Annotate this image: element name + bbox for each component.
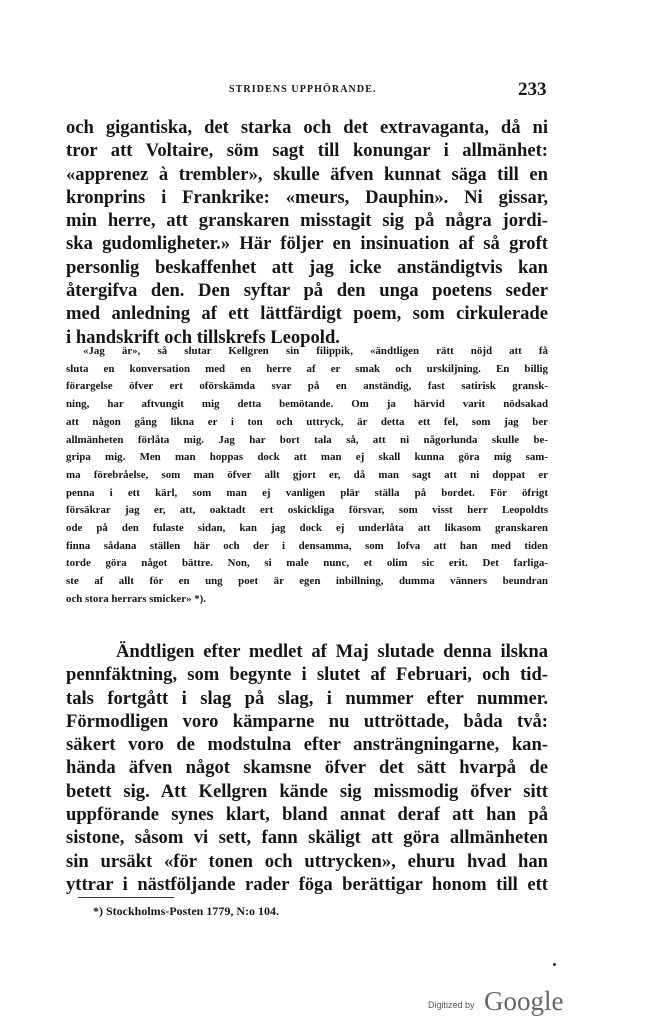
- footnote: *) Stockholms-Posten 1779, N:o 104.: [93, 904, 279, 918]
- text-line: i handskrift och tillskrefs Leopold.: [66, 326, 340, 348]
- quote-line: att någon gång likna er i ton och uttryck, är detta ett fel, som jag ber: [66, 415, 548, 428]
- quote-line: förargelse öfver ert oförskämda svar på en anständig, fast satirisk gransk-: [66, 380, 548, 393]
- quote-line: «Jag är», så slutar Kellgren sin filippik, «ändtligen rätt nöjd att få: [83, 345, 548, 357]
- text-line: med anledning af ett lättfärdigt poem, som cirkulerade: [66, 303, 548, 325]
- stray-mark: [553, 963, 556, 966]
- text-line: «apprenez à trembler», skulle äfven kunnat säga till en: [66, 163, 548, 185]
- quote-line: ste af allt för en ung poet är egen inbillning, dumma vänners beundran: [66, 575, 548, 588]
- text-line: sistone, såsom vi sett, fann skäligt att göra allmänheten: [66, 827, 548, 849]
- text-line: min herre, att granskaren misstagit sig på några jordi-: [66, 210, 548, 232]
- quote-line: gripa mig. Men man hoppas dock att man ej skall kunna göra mig sam-: [66, 451, 548, 464]
- quote-line: ma förebråelse, som man öfver allt gjort er, då man sagt att ni doppat er: [66, 468, 548, 481]
- text-line: pennfäktning, som begynte i slutet af Februari, och tid-: [66, 664, 548, 686]
- text-line: personlig beskaffenhet att jag icke anständigtvis kan: [66, 256, 548, 278]
- paragraph-2: [66, 640, 548, 896]
- text-line: Ändtligen efter medlet af Maj slutade denna ilskna: [116, 641, 548, 662]
- quote-line: försäkrar jag er, att, oaktadt ert oskickliga försvar, som visst herr Leopoldts: [66, 504, 548, 517]
- running-title: STRIDENS UPPHÖRANDE.: [229, 84, 377, 95]
- text-line: ska gudomligheter.» Här följer en insinuation af så groft: [66, 233, 548, 255]
- text-line: uppförande synes klart, bland annat deraf att han på: [66, 804, 548, 826]
- text-line: sin ursäkt «för tonen och uttrycken», ehuru hvad han: [66, 850, 548, 872]
- text-line: yttrar i nästföljande rader föga berättigar honom till ett: [66, 873, 548, 895]
- text-line: säkert voro de modstulna efter ansträngningarne, kan-: [66, 734, 548, 756]
- page-number: 233: [518, 79, 547, 100]
- text-line: och gigantiska, det starka och det extravaganta, då ni: [66, 117, 548, 138]
- quote-line: finna sådana ställen här och der i densamma, som lofva att han med tiden: [66, 539, 548, 552]
- text-line: Förmodligen voro kämparne nu uttröttade, båda två:: [66, 710, 548, 732]
- digitized-watermark: [428, 986, 568, 1020]
- quote-line: penna i ett kärl, som man ej vanligen plär ställa på bordet. För öfrigt: [66, 486, 548, 499]
- paragraph-1-text: [66, 116, 548, 349]
- text-line: tals fortgått i slag på slag, i nummer efter nummer.: [66, 687, 548, 709]
- text-line: återgifva den. Den syftar på den unga poetens seder: [66, 280, 548, 302]
- quote-line: ning, har aftvungit mig detta bemötande. Om ja härvid varit nödsakad: [66, 398, 548, 411]
- text-line: tror att Voltaire, söm sagt till konungar i allmänhet:: [66, 140, 548, 162]
- quote-line: och stora herrars smicker» *).: [66, 592, 207, 605]
- text-line: kronprins i Frankrike: «meurs, Dauphin». Ni gissar,: [66, 186, 548, 208]
- text-line: hända äfven något skamsne öfver det sätt hvarpå de: [66, 757, 548, 779]
- google-logo: Google: [484, 986, 564, 1016]
- paragraph-1: [66, 116, 548, 349]
- footnote-rule: [78, 897, 174, 898]
- text-line: betett sig. Att Kellgren kände sig missmodig öfver sitt: [66, 780, 548, 802]
- running-header: [0, 79, 648, 103]
- quote-line: ode på den fulaste sidan, kan jag dock ej underlåta att likasom granskaren: [66, 522, 548, 535]
- block-quote: [66, 343, 548, 609]
- quote-line: allmänheten förlåta mig. Jag har bort tala så, att ni någorlunda skulle be-: [66, 433, 548, 446]
- quote-line: torde göra något bättre. Non, si male nunc, et olim sic erit. Det farliga-: [66, 557, 548, 570]
- digitized-label: Digitized by: [428, 1000, 475, 1010]
- quote-line: sluta en konversation med en herre af er smak och urskiljning. En billig: [66, 362, 548, 375]
